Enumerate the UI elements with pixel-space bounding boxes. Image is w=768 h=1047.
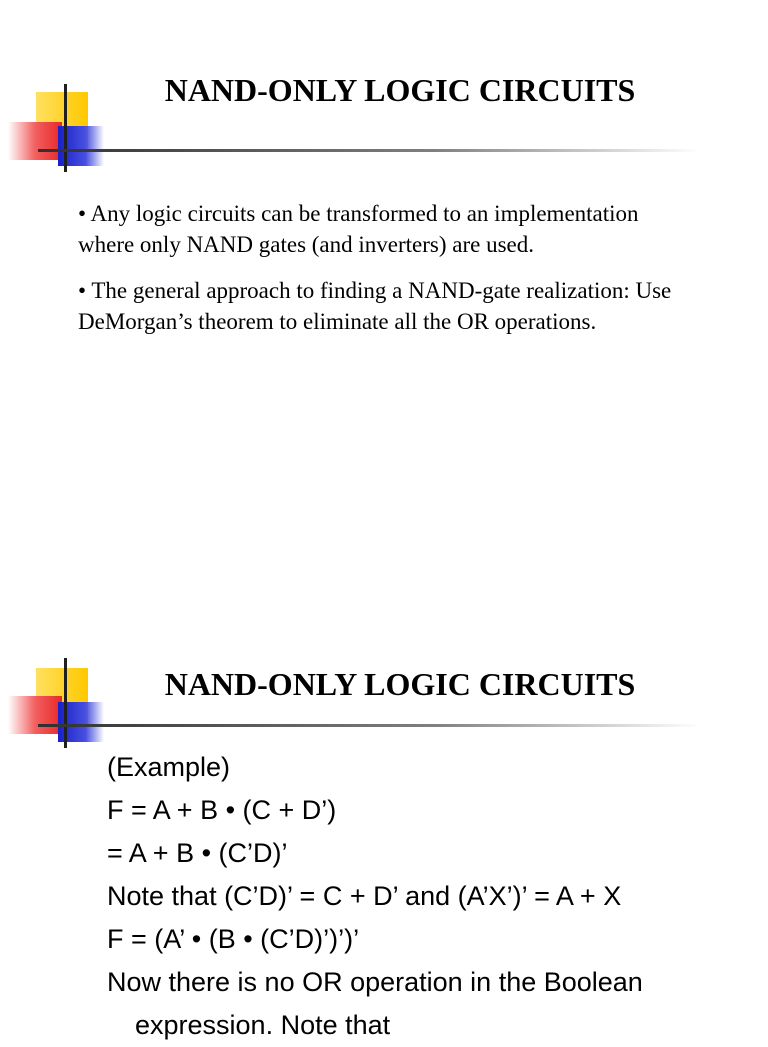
slide-2 <box>0 596 768 1040</box>
vertical-rule <box>64 658 67 748</box>
horizontal-rule <box>38 149 700 152</box>
horizontal-rule <box>38 724 700 727</box>
note-line: Note that (C’D)’ = C + D’ and (A’X’)’ = A + X <box>107 881 622 911</box>
text-line: Now there is no OR operation in the Boolean <box>107 967 643 997</box>
red-bar <box>8 696 62 734</box>
equation-line: F = (A’ • (B • (C’D)’)’)’ <box>107 924 360 954</box>
red-bar <box>8 122 62 160</box>
bullet-item: • Any logic circuits can be transformed to an implementation where only NAND gates (and inverters) are used. <box>78 201 639 257</box>
bullet-item: • The general approach to finding a NAND-gate realization: Use DeMorgan’s theorem to eliminate all the OR operations. <box>78 278 672 334</box>
slide-title: NAND-ONLY LOGIC CIRCUITS <box>164 72 636 108</box>
slide-title: NAND-ONLY LOGIC CIRCUITS <box>164 666 636 702</box>
equation-line: = A + B • (C’D)’ <box>107 838 288 868</box>
example-heading: (Example) <box>107 752 231 782</box>
example-block <box>107 746 747 1047</box>
text-line: expression. Note that <box>135 1010 391 1040</box>
bullet-list <box>78 198 678 352</box>
vertical-rule <box>64 84 67 172</box>
equation-line: F = A + B • (C + D’) <box>107 795 337 825</box>
